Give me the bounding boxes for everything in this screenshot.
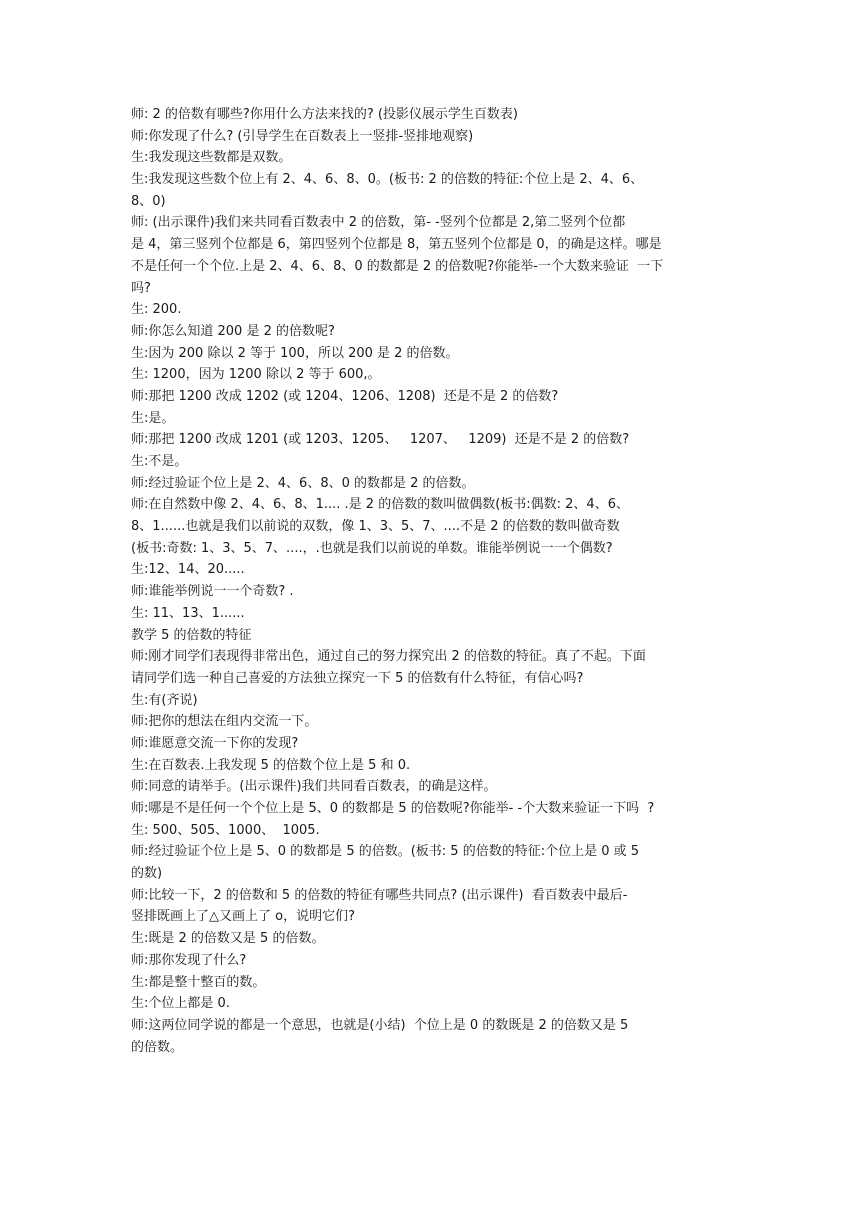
text-line: 生: 1200，因为 1200 除以 2 等于 600,。: [131, 367, 381, 383]
text-line: 的倍数。: [131, 1039, 184, 1055]
text-line: 生:不是。: [131, 454, 188, 469]
text-line: 不是任何一个个位.上是 2、4、6、8、0 的数都是 2 的倍数呢?你能举-一个大数来验证 一下: [131, 258, 664, 274]
text-line: 竖排既画上了△又画上了 o，说明它们?: [131, 909, 355, 925]
text-line: 师:谁能举例说一一个奇数? .: [131, 584, 294, 600]
text-line: 师:在自然数中像 2、4、6、8、1.... .是 2 的倍数的数叫做偶数(板书:偶数: 2、4、6、: [131, 497, 629, 513]
text-line: 吗?: [131, 280, 151, 296]
text-line: 师:那你发现了什么?: [131, 952, 247, 968]
text-line: 生:既是 2 的倍数又是 5 的倍数。: [131, 931, 325, 947]
text-line: 师:比较一下，2 的倍数和 5 的倍数的特征有哪些共同点? (出示课件) 看百数表中最后-: [131, 887, 628, 903]
text-line: 生:我发现这些数个位上有 2、4、6、8、0。(板书: 2 的倍数的特征:个位上是 2、4、6、: [131, 172, 644, 188]
text-line: 师: (出示课件)我们来共同看百数表中 2 的倍数，第- -竖列个位都是 2,第二竖列个位都: [131, 215, 626, 231]
document-body: [131, 104, 731, 1058]
text-line: 师:那把 1200 改成 1201 (或 1203、1205、 1207、 1209) 还是不是 2 的倍数?: [131, 432, 630, 448]
text-line: 8、1......也就是我们以前说的双数，像 1、3、5、7、....不是 2 的倍数的数叫做奇数: [131, 519, 620, 535]
text-line: 生: 500、505、1000、 1005.: [131, 822, 320, 838]
text-line: 师:同意的请举手。(出示课件)我们共同看百数表，的确是这样。: [131, 779, 497, 795]
text-line: 是 4，第三竖列个位都是 6，第四竖列个位都是 8，第五竖列个位都是 0，的确是这样。哪是: [131, 237, 662, 253]
text-line: 生: 11、13、1......: [131, 605, 245, 621]
text-line: 师:你发现了什么? (引导学生在百数表上一竖排-竖排地观察): [131, 128, 474, 144]
text-line: 师: 2 的倍数有哪些?你用什么方法来找的? (投影仪展示学生百数表): [131, 107, 518, 122]
text-line: 师:经过验证个位上是 5、0 的数都是 5 的倍数。(板书: 5 的倍数的特征:个位上是 0 或 5: [131, 844, 640, 860]
section-heading: 教学 5 的倍数的特征: [131, 627, 252, 643]
text-line: 师:谁愿意交流一下你的发现?: [131, 735, 299, 751]
text-line: 请同学们选一种自己喜爱的方法独立探究一下 5 的倍数有什么特征，有信心吗?: [131, 670, 584, 686]
text-line: 师:刚才同学们表现得非常出色，通过自己的努力探究出 2 的倍数的特征。真了不起。下面: [131, 649, 646, 665]
text-line: 师:把你的想法在组内交流一下。: [131, 714, 318, 730]
text-line: 8、0): [131, 193, 166, 209]
text-line: 生:个位上都是 0.: [131, 996, 230, 1012]
text-line: 生:是。: [131, 410, 175, 426]
text-line: 生:都是整十整百的数。: [131, 974, 266, 990]
text-line: 生:因为 200 除以 2 等于 100，所以 200 是 2 的倍数。: [131, 345, 459, 361]
text-line: 生:在百数表.上我发现 5 的倍数个位上是 5 和 0.: [131, 757, 411, 773]
text-line: 生:12、14、20.....: [131, 562, 245, 578]
text-line: 师:经过验证个位上是 2、4、6、8、0 的数都是 2 的倍数。: [131, 475, 475, 491]
text-line: 师:这两位同学说的都是一个意思，也就是(小结) 个位上是 0 的数既是 2 的倍数又是 5: [131, 1017, 629, 1033]
text-line: (板书:奇数: 1、3、5、7、....，.也就是我们以前说的单数。谁能举例说一一个偶数?: [131, 540, 613, 556]
text-line: 师:哪是不是任何一个个位上是 5、0 的数都是 5 的倍数呢?你能举- -个大数来验证一下吗 ?: [131, 801, 655, 816]
text-line: 师:那把 1200 改成 1202 (或 1204、1206、1208) 还是不是 2 的倍数?: [131, 388, 559, 404]
text-line: 师:你怎么知道 200 是 2 的倍数呢?: [131, 323, 335, 339]
text-line: 生: 200.: [131, 302, 182, 318]
text-line: 生:我发现这些数都是双数。: [131, 150, 292, 166]
text-line: 的数): [131, 866, 163, 882]
text-line: 生:有(齐说): [131, 692, 198, 708]
